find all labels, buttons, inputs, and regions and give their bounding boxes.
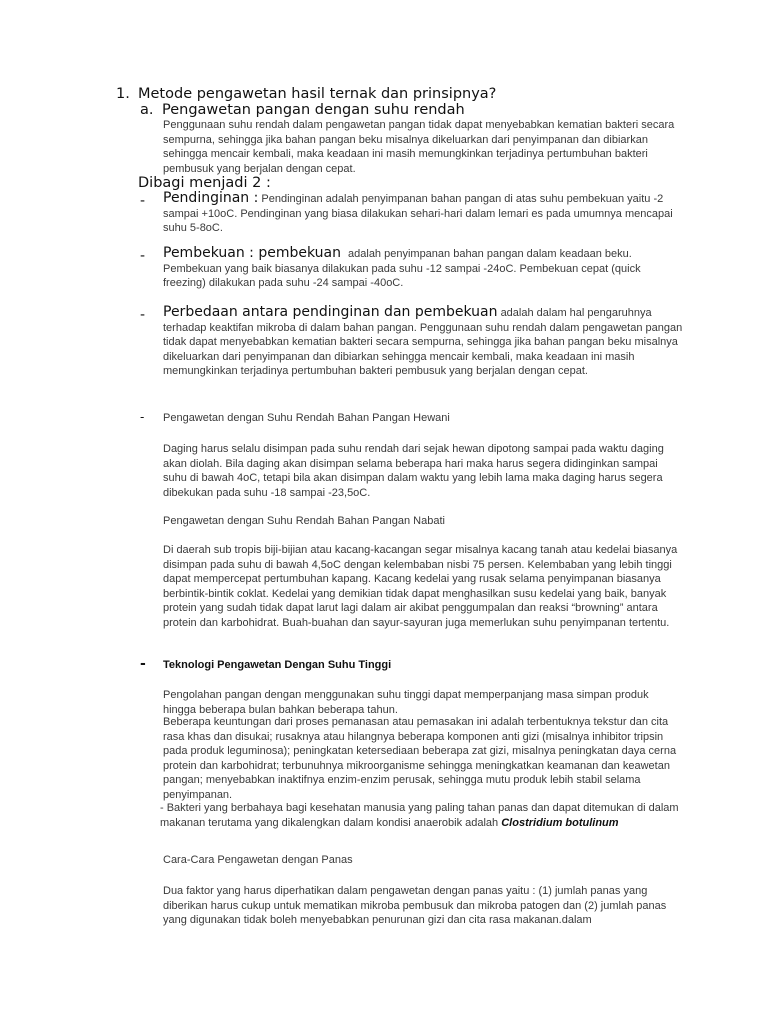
term-pendinginan: Pendinginan : <box>163 190 259 206</box>
bakteri-line <box>160 801 688 830</box>
tinggi-paragraph-2: Beberapa keuntungan dari proses pemanasan atau pemasakan ini adalah terbentuknya tekstur dan cita rasa khas dan disukai; rusaknya atau hilangnya beberapa komponen anti gizi (misalnya inhibitor tripsin pada produk leguminosa); peningkatan ketersediaan beberapa zat gizi, misalnya peningkatan daya cerna protein dan karbohidrat; terbunuhnya mikroorganisme sehingga meningkatkan keamanan dan keawetan pangan; menyebabkan inaktifnya enzim-enzim perusak, sehingga mutu produk lebih stabil selama penyimpanan. <box>163 716 677 801</box>
dash-marker: - <box>140 410 145 424</box>
term-perbedaan: Perbedaan antara pendinginan dan pembekuan <box>163 304 498 320</box>
item-perbedaan <box>163 305 685 379</box>
text-perbedaan: adalah dalam hal pengaruhnya terhadap keaktifan mikroba di dalam bahan pangan. Penggunaan suhu rendah dalam pengawetan pangan tidak dapat menyebabkan kematian bakteri secara sempurna, sehingga jika bahan pangan beku misalnya dikeluarkan dari penyimpanan dan dibiarkan sehingga mencair kembali, maka keadaan ini masih memungkinkan terjadinya pertumbuhan bakteri pembusuk yang berjalan dengan cepat. <box>163 307 683 378</box>
item-pembekuan <box>163 246 685 291</box>
heading-number: 1. <box>116 86 130 102</box>
tinggi-paragraph-1: Pengolahan pangan dengan menggunakan suhu tinggi dapat memperpanjang masa simpan produk hingga beberapa bulan bahkan beberapa tahun. <box>163 689 649 716</box>
text-pembekuan: adalah penyimpanan bahan pangan dalam keadaan beku. Pembekuan yang baik biasanya dilakukan pada suhu -12 sampai -24oC. Pembekuan cepat (quick freezing) dilakukan pada suhu -24 sampai -40oC. <box>163 248 641 290</box>
text-pendinginan: Pendinginan adalah penyimpanan bahan pangan di atas suhu pembekuan yaitu -2 sampai +10oC. Pendinginan yang biasa dilakukan sehari-hari dalam lemari es pada umumnya mencapai suhu 5-8oC. <box>163 193 673 235</box>
tinggi-title: Teknologi Pengawetan Dengan Suhu Tinggi <box>163 659 392 671</box>
dash-marker: - <box>140 307 146 323</box>
dash-marker: - <box>140 193 146 209</box>
cara-title: Cara-Cara Pengawetan dengan Panas <box>163 854 353 866</box>
divided-heading: Dibagi menjadi 2 : <box>138 175 271 191</box>
item-pendinginan <box>163 191 688 236</box>
hewani-title: Pengawetan dengan Suhu Rendah Bahan Pangan Hewani <box>163 412 450 424</box>
cara-paragraph: Dua faktor yang harus diperhatikan dalam pengawetan dengan panas yaitu : (1) jumlah panas yang diberikan harus cukup untuk mematikan mikroba pembusuk dan mikroba patogen dan (2) jumlah panas yang digunakan tidak boleh menyebabkan penurunan gizi dan cita rasa makanan.dalam <box>163 885 667 927</box>
subsection-letter: a. <box>140 102 154 118</box>
nabati-paragraph: Di daerah sub tropis biji-bijian atau kacang-kacangan segar misalnya kacang tanah atau kedelai biasanya disimpan pada suhu di bawah 4,5oC dengan kelembaban nisbi 75 persen. Kelembaban yang lebih tinggi dapat mempercepat pertumbuhan kapang. Kacang kedelai yang rusak selama penyimpanan biasanya berbintik-bintik coklat. Kedelai yang demikian tidak dapat menghasilkan susu kedelai yang baik, banyak protein yang sudah tidak dapat larut lagi dalam air akibat penggumpalan dan reaksi “browning” antara protein dan karbohidrat. Buah-buahan dan sayur-sayuran juga memerlukan suhu penyimpanan tertentu. <box>163 544 678 629</box>
heading-text: Metode pengawetan hasil ternak dan prinsipnya? <box>138 86 497 102</box>
dash-marker: - <box>140 248 146 264</box>
subsection-text: Pengawetan pangan dengan suhu rendah <box>162 102 465 118</box>
bakteri-organism: Clostridium botulinum <box>501 816 619 829</box>
heading-subsection-a <box>140 102 465 118</box>
heading-question-1 <box>116 86 496 102</box>
hewani-paragraph: Daging harus selalu disimpan pada suhu rendah dari sejak hewan dipotong sampai pada waktu daging akan diolah. Bila daging akan disimpan selama beberapa hari maka harus segera didinginkan sampai suhu di bawah 4oC, tetapi bila akan disimpan dalam waktu yang lebih lama maka daging harus segera dibekukan pada suhu -18 sampai -23,5oC. <box>163 443 664 499</box>
intro-paragraph: Penggunaan suhu rendah dalam pengawetan pangan tidak dapat menyebabkan kematian bakteri secara sempurna, sehingga jika bahan pangan beku misalnya dikeluarkan dari penyimpanan dan dibiarkan sehingga mencair kembali, maka keadaan ini masih memungkinkan terjadinya pertumbuhan bakteri pembusuk yang berjalan dengan cepat. <box>163 119 675 175</box>
bakteri-text: - Bakteri yang berbahaya bagi kesehatan manusia yang paling tahan panas dan dapat ditemukan di dalam makanan terutama yang dikalengkan dalam kondisi anaerobik adalah <box>160 802 679 829</box>
term-pembekuan: Pembekuan : pembekuan <box>163 245 341 261</box>
nabati-title: Pengawetan dengan Suhu Rendah Bahan Pangan Nabati <box>163 515 445 527</box>
dash-marker: - <box>140 656 146 672</box>
